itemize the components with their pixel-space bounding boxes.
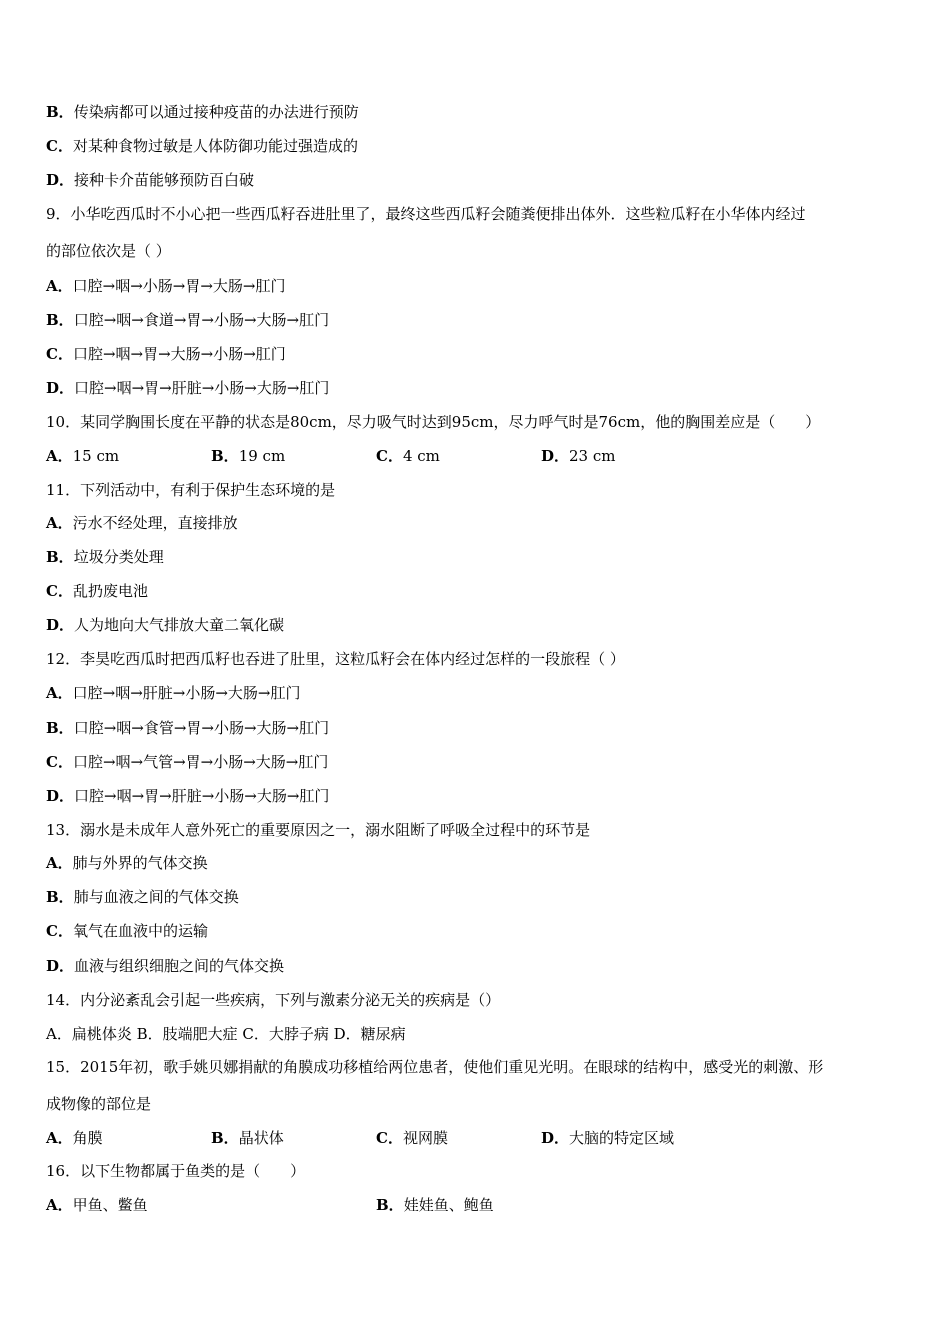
q9-stem-line2: 的部位依次是（ ） (46, 242, 171, 260)
option-label: B． (376, 1196, 404, 1214)
option-label: D． (541, 447, 570, 465)
option-label: B． (46, 311, 74, 329)
q8-option-d (46, 170, 254, 190)
q9-option-c (46, 344, 286, 364)
option-label: C． (46, 753, 73, 771)
option-label: D． (46, 957, 75, 975)
option-label: A． (46, 854, 73, 872)
q11-option-d (46, 615, 284, 635)
q15-option-a (46, 1128, 211, 1148)
q8-option-c (46, 136, 358, 156)
q10-option-c (376, 446, 541, 466)
q12-option-a (46, 683, 300, 703)
option-label: D． (46, 616, 75, 634)
q10-option-d (541, 447, 616, 465)
option-text: 视网膜 (402, 1129, 448, 1147)
option-text: 甲鱼、鳖鱼 (72, 1196, 148, 1214)
option-label: C． (46, 137, 73, 155)
option-label: B． (46, 548, 74, 566)
q15-option-b (211, 1128, 376, 1148)
q15-options (46, 1128, 674, 1148)
option-label: B． (211, 447, 239, 465)
q12-option-d (46, 786, 329, 806)
q14-options: A．扁桃体炎 B．肢端肥大症 C．大脖子病 D．糖尿病 (46, 1025, 406, 1043)
q9-option-a (46, 276, 285, 296)
q10-options (46, 446, 616, 466)
option-label: A． (46, 1129, 73, 1147)
option-text: 肺与外界的气体交换 (72, 854, 208, 872)
q16-options (46, 1195, 494, 1215)
q15-stem-line2: 成物像的部位是 (46, 1095, 152, 1113)
q14-stem: 14．内分泌紊乱会引起一些疾病，下列与激素分泌无关的疾病是（） (46, 991, 501, 1009)
option-text: 口腔→咽→肝脏→小肠→大肠→肛门 (72, 684, 301, 702)
option-text: 15 cm (72, 447, 120, 465)
q11-option-b (46, 547, 164, 567)
option-text: 肺与血液之间的气体交换 (73, 888, 239, 906)
option-text: 乱扔废电池 (72, 582, 148, 600)
q13-stem: 13．溺水是未成年人意外死亡的重要原因之一，溺水阻断了呼吸全过程中的环节是 (46, 821, 591, 839)
option-label: D． (46, 171, 75, 189)
option-label: D． (46, 787, 75, 805)
q13-option-c (46, 921, 208, 941)
option-text: 口腔→咽→胃→肝脏→小肠→大肠→肛门 (74, 379, 330, 397)
q16-stem: 16．以下生物都属于鱼类的是（ ） (46, 1162, 306, 1180)
option-label: B． (211, 1129, 239, 1147)
option-text: 垃圾分类处理 (73, 548, 164, 566)
option-text: 口腔→咽→食管→胃→小肠→大肠→肛门 (73, 719, 330, 737)
option-text: 大脑的特定区域 (569, 1129, 675, 1147)
option-label: C． (376, 1129, 403, 1147)
q13-option-d (46, 956, 284, 976)
option-label: B． (46, 719, 74, 737)
q16-option-b (376, 1196, 494, 1214)
option-text: 口腔→咽→胃→肝脏→小肠→大肠→肛门 (74, 787, 330, 805)
q11-option-a (46, 513, 238, 533)
q9-stem-line1: 9．小华吃西瓜时不小心把一些西瓜籽吞进肚里了，最终这些西瓜籽会随粪便排出体外．这些粒瓜籽在小华体内经过 (46, 205, 806, 223)
q12-stem: 12．李昊吃西瓜时把西瓜籽也吞进了肚里，这粒瓜籽会在体内经过怎样的一段旅程（ ） (46, 650, 625, 668)
option-label: A． (46, 514, 73, 532)
option-text: 氧气在血液中的运输 (72, 922, 208, 940)
q15-option-c (376, 1128, 541, 1148)
q12-option-b (46, 718, 329, 738)
option-text: 口腔→咽→气管→胃→小肠→大肠→肛门 (72, 753, 329, 771)
option-label: C． (46, 345, 73, 363)
q11-option-c (46, 581, 148, 601)
option-label: A． (46, 277, 73, 295)
q10-option-a (46, 446, 211, 466)
option-text: 4 cm (402, 447, 440, 465)
q8-option-b (46, 102, 359, 122)
option-text: 对某种食物过敏是人体防御功能过强造成的 (72, 137, 358, 155)
option-label: C． (376, 447, 403, 465)
option-text: 娃娃鱼、鲍鱼 (403, 1196, 494, 1214)
option-text: 传染病都可以通过接种疫苗的办法进行预防 (73, 103, 359, 121)
option-text: 血液与组织细胞之间的气体交换 (74, 957, 285, 975)
option-text: 口腔→咽→食道→胃→小肠→大肠→肛门 (73, 311, 330, 329)
option-text: 污水不经处理，直接排放 (72, 514, 238, 532)
option-label: A． (46, 1196, 73, 1214)
q11-stem: 11．下列活动中，有利于保护生态环境的是 (46, 481, 336, 499)
option-text: 19 cm (238, 447, 286, 465)
q12-option-c (46, 752, 328, 772)
option-text: 口腔→咽→胃→大肠→小肠→肛门 (72, 345, 286, 363)
option-label: B． (46, 888, 74, 906)
q9-option-d (46, 378, 329, 398)
option-text: 晶状体 (238, 1129, 284, 1147)
q13-option-b (46, 887, 239, 907)
option-text: 接种卡介苗能够预防百白破 (74, 171, 255, 189)
option-text: 角膜 (72, 1129, 103, 1147)
option-label: A． (46, 447, 73, 465)
option-label: A． (46, 684, 73, 702)
option-label: B． (46, 103, 74, 121)
option-text: 人为地向大气排放大童二氧化碳 (74, 616, 285, 634)
option-label: D． (541, 1129, 570, 1147)
option-text: 口腔→咽→小肠→胃→大肠→肛门 (72, 277, 286, 295)
q16-option-a (46, 1195, 376, 1215)
q9-option-b (46, 310, 329, 330)
q10-option-b (211, 446, 376, 466)
q15-option-d (541, 1129, 674, 1147)
q10-stem: 10．某同学胸围长度在平静的状态是80cm，尽力吸气时达到95cm，尽力呼气时是76cm，他的胸围差应是（ ） (46, 413, 821, 431)
option-text: 23 cm (569, 447, 616, 465)
option-label: D． (46, 379, 75, 397)
q15-stem-line1: 15．2015年初，歌手姚贝娜捐献的角膜成功移植给两位患者，使他们重见光明。在眼球的结构中，感受光的刺激、形 (46, 1058, 824, 1076)
option-label: C． (46, 922, 73, 940)
option-label: C． (46, 582, 73, 600)
q13-option-a (46, 853, 208, 873)
